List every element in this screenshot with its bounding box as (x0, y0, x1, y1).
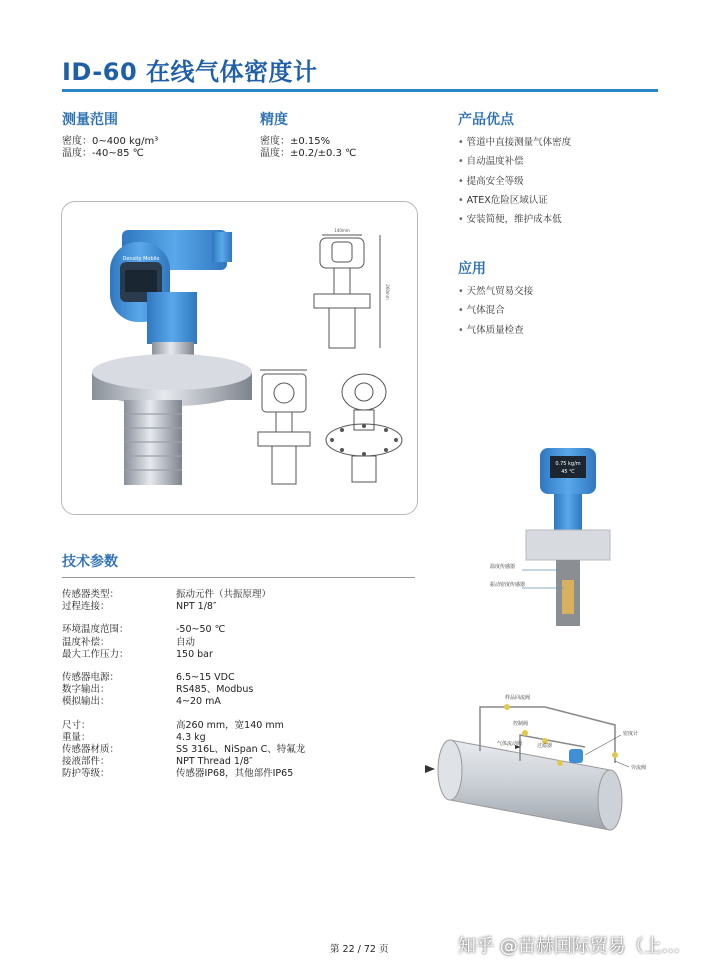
product-photo-panel (61, 201, 418, 515)
spec-value: 振动元件（共振原理） (176, 589, 272, 600)
installation-diagram (425, 685, 665, 845)
spec-value: 自动 (176, 636, 196, 648)
label-filter: 过滤器 (537, 743, 553, 749)
list-item: • 气体混合 (458, 301, 533, 320)
label-control-valve: 控制阀 (513, 721, 529, 727)
label-flow-valve: 气体流动阀 (497, 741, 523, 747)
side-view-drawing (258, 370, 310, 484)
list-item: • 天然气贸易交接 (458, 282, 533, 301)
accuracy-heading: 精度 (260, 112, 288, 128)
spec-label: 传感器电源： (62, 672, 120, 684)
accuracy-density: 密度：±0.15% (260, 136, 331, 147)
spec-label: 接液部件： (62, 756, 110, 768)
list-item: • 提高安全等级 (458, 172, 571, 191)
spec-label: 重量： (62, 731, 91, 743)
spec-value: 4.3 kg (176, 731, 206, 743)
list-item: • 自动温度补偿 (458, 152, 571, 171)
spec-value: 4~20 mA (176, 696, 221, 708)
specs-value-column (176, 589, 305, 781)
spec-label: 数字输出： (62, 684, 110, 696)
spec-value: SS 316L、NiSpan C、特氟龙 (176, 744, 306, 756)
label-return-valve: 样品回流阀 (505, 695, 531, 701)
label-bypass-valve: 旁流阀 (631, 765, 647, 771)
dim-width-text: 140mm (334, 228, 350, 233)
list-item: • 气体质量检查 (458, 321, 533, 340)
spec-label: 温度补偿： (62, 636, 110, 648)
title-divider (62, 89, 658, 92)
spec-label: 传感器类型： (62, 589, 120, 600)
isometric-drawing (326, 374, 402, 482)
spec-value: NPT 1/8″ (176, 601, 217, 613)
list-item: • ATEX危险区域认证 (458, 191, 571, 210)
label-density-meter: 密度计 (623, 731, 639, 737)
spec-value: NPT Thread 1/8″ (176, 756, 253, 768)
spec-value: 6.5~15 VDC (176, 672, 235, 684)
sensor-display-line1: 0.75 kg/m (555, 461, 581, 467)
spec-label: 模拟输出： (62, 696, 110, 708)
spec-label: 最大工作压力： (62, 648, 129, 660)
specs-label-column (62, 589, 129, 781)
spec-label: 尺寸： (62, 719, 91, 731)
applications-heading: 应用 (458, 261, 486, 277)
density-meter-photo (92, 230, 252, 485)
spec-value: 传感器IP68，其他部件IP65 (176, 768, 294, 780)
label-temp-sensor: 温度传感器 (490, 564, 516, 570)
dim-height-text: 260mm (385, 284, 390, 300)
pipe (438, 740, 622, 830)
range-density: 密度：0~400 kg/m³ (62, 136, 159, 147)
range-heading: 测量范围 (62, 112, 118, 128)
advantages-list (458, 133, 571, 229)
specs-heading: 技术参数 (62, 554, 118, 570)
dimension-drawing (314, 228, 390, 348)
display-brand-text: Density Mobile (122, 256, 160, 262)
sensor-display-line2: 45 ℃ (561, 469, 575, 475)
accuracy-temperature: 温度：±0.2/±0.3 ℃ (260, 148, 357, 159)
page-number: 第 22 / 72 页 (330, 944, 389, 955)
list-item: • 安装简便，维护成本低 (458, 210, 571, 229)
spec-label: 过程连接： (62, 601, 110, 613)
spec-label: 传感器材质： (62, 744, 120, 756)
specs-divider (62, 577, 415, 578)
spec-label: 环境温度范围： (62, 624, 129, 636)
sensor-cutaway-diagram (484, 440, 650, 630)
range-temperature: 温度：-40~85 ℃ (62, 148, 144, 159)
spec-value: -50~50 ℃ (176, 624, 226, 636)
spec-value: 高260 mm，宽140 mm (176, 719, 284, 731)
spec-value: 150 bar (176, 648, 213, 660)
list-item: • 管道中直接测量气体密度 (458, 133, 571, 152)
page-title: ID-60 在线气体密度计 (62, 58, 318, 86)
spec-label: 防护等级： (62, 768, 110, 780)
advantages-heading: 产品优点 (458, 112, 514, 128)
applications-list (458, 282, 533, 340)
label-vibe-sensor: 振动密度传感器 (490, 582, 526, 588)
product-illustration (62, 202, 417, 514)
spec-value: RS485、Modbus (176, 684, 254, 696)
watermark: 知乎 @苗赫国际贸易（上… (458, 936, 680, 957)
